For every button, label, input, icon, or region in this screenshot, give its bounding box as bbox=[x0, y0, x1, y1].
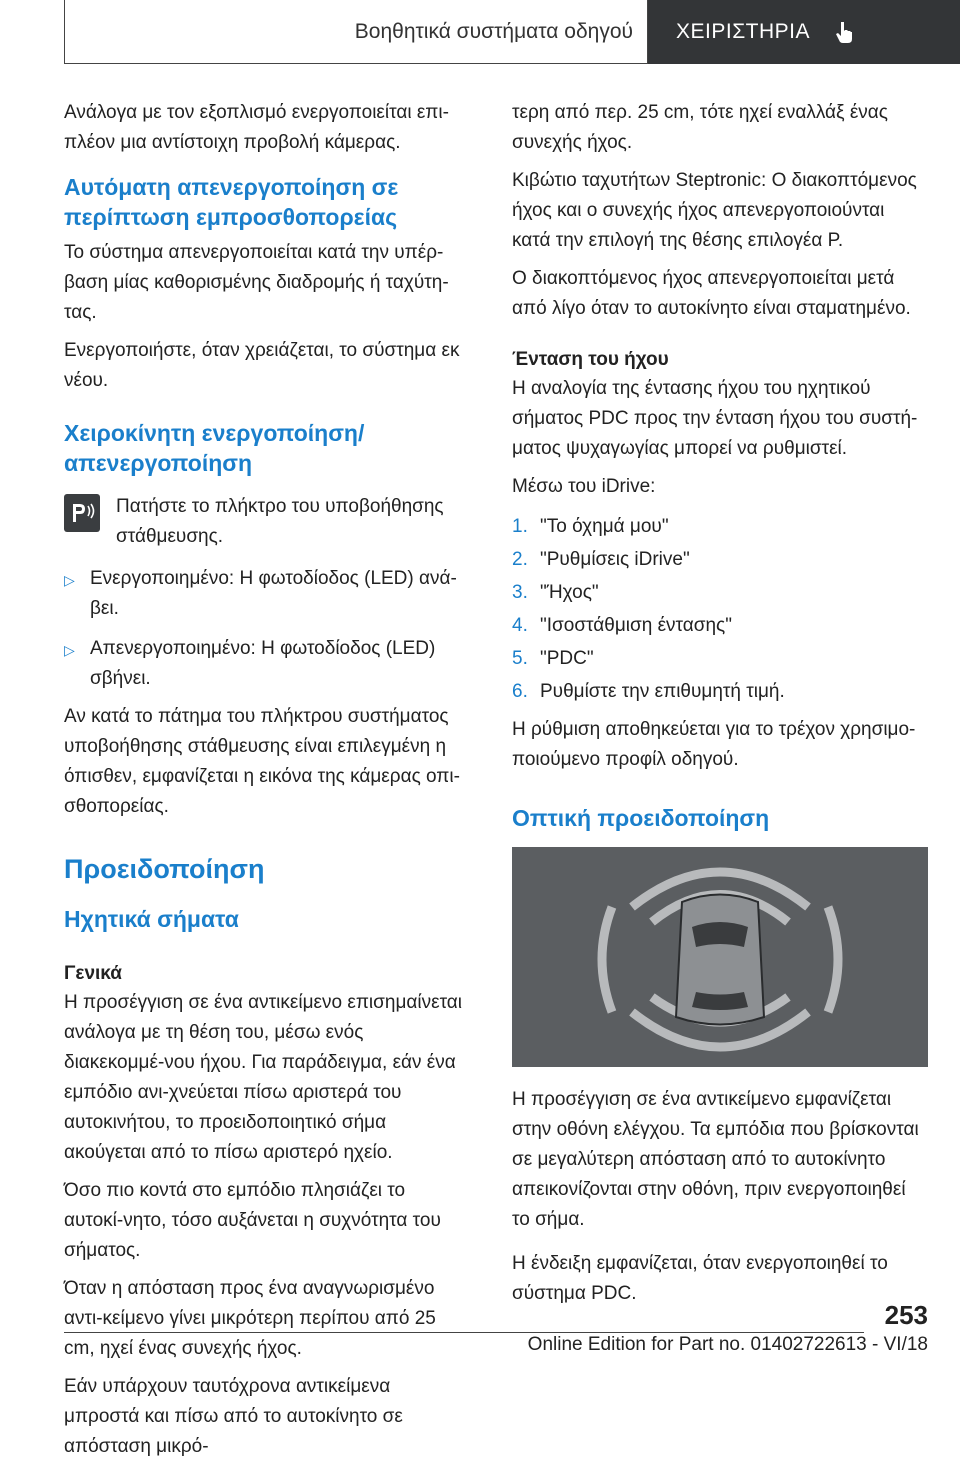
right-column bbox=[512, 98, 928, 1317]
paragraph: Κιβώτιο ταχυτήτων Steptronic: Ο διακοπτόμενος ήχος και ο συνεχής ήχος απενεργοποιούνται κατά την επιλογή της θέσης επιλογέα P. bbox=[512, 170, 917, 251]
triangle-bullet-icon: ▷ bbox=[64, 642, 75, 658]
heading-auto-deactivation: Αυτόματη απενεργοποίηση σε περίπτωση εμπροσθοπορείας bbox=[64, 174, 399, 230]
list-item: 3. "Ήχος" bbox=[512, 582, 599, 603]
paragraph: Όσο πιο κοντά στο εμπόδιο πλησιάζει το αυτοκί-νητο, τόσο αυξάνεται η συχνότητα του σήματος. bbox=[64, 1180, 441, 1261]
footer-edition: Online Edition for Part no. 01402722613 - VI/18 bbox=[527, 1334, 928, 1355]
triangle-bullet-icon: ▷ bbox=[64, 572, 75, 588]
footer-divider bbox=[64, 1332, 864, 1333]
left-column bbox=[64, 98, 464, 1470]
chapter-tab bbox=[648, 0, 960, 64]
page-header bbox=[64, 0, 960, 66]
list-item: 1. "Το όχημά μου" bbox=[512, 516, 669, 537]
paragraph: Εάν υπάρχουν ταυτόχρονα αντικείμενα μπροστά και πίσω από το αυτοκίνητο σε απόσταση μικρό- bbox=[64, 1376, 403, 1457]
paragraph: Όταν η απόσταση προς ένα αναγνωρισμένο αντι-κείμενο γίνει μικρότερη περίπου από 25 cm, ηχεί ένας συνεχής ήχος. bbox=[64, 1278, 436, 1359]
paragraph: Η ένδειξη εμφανίζεται, όταν ενεργοποιηθεί το σύστημα PDC. bbox=[512, 1253, 888, 1304]
paragraph: Ο διακοπτόμενος ήχος απενεργοποιείται μετά από λίγο όταν το αυτοκίνητο είναι σταματημένο. bbox=[512, 268, 911, 319]
hand-pointer-icon bbox=[832, 19, 858, 45]
idrive-steps-list bbox=[512, 512, 928, 707]
paragraph: Ανάλογα με τον εξοπλισμό ενεργοποιείται επι-πλέον μια αντίστοιχη προβολή κάμερας. bbox=[64, 102, 449, 153]
paragraph: Η προσέγγιση σε ένα αντικείμενο επισημαίνεται ανάλογα με τη θέση του, μέσω ενός διακεκομμέ-νου ήχου. Για παράδειγμα, εάν ένα εμπόδιο ανι-χνεύεται πίσω αριστερά του αυτοκινήτου, το προειδοποιητικό σήμα ακούγεται από το πίσω αριστερό ηχείο. bbox=[64, 992, 463, 1163]
paragraph: Η προσέγγιση σε ένα αντικείμενο εμφανίζεται στην οθόνη ελέγχου. Τα εμπόδια που βρίσκονται σε μεγαλύτερη απόσταση από το αυτοκίνητο απεικονίζονται στην οθόνη, πριν ενεργοποιηθεί το σήμα. bbox=[512, 1089, 919, 1230]
list-item: 4. "Ισοστάθμιση έντασης" bbox=[512, 615, 732, 636]
paragraph: Αν κατά το πάτημα του πλήκτρου συστήματος υποβοήθησης στάθμευσης είναι επιλεγμένη η όπισθεν, εμφανίζεται η εικόνα της κάμερας οπι-σθοπορείας. bbox=[64, 706, 460, 817]
heading-general: Γενικά bbox=[64, 963, 122, 984]
paragraph: Μέσω του iDrive: bbox=[512, 476, 656, 497]
icon-text: Πατήστε το πλήκτρο του υποβοήθησης στάθμευσης. bbox=[116, 496, 444, 547]
heading-sound-signals: Ηχητικά σήματα bbox=[64, 906, 239, 932]
page-number: 253 bbox=[884, 1300, 928, 1330]
heading-volume: Ένταση του ήχου bbox=[512, 349, 669, 370]
paragraph: Το σύστημα απενεργοποιείται κατά την υπέρ-βαση μίας καθορισμένης διαδρομής ή ταχύτη-τας. bbox=[64, 242, 449, 323]
paragraph: Ενεργοποιήστε, όταν χρειάζεται, το σύστημα εκ νέου. bbox=[64, 340, 460, 391]
chapter-title: ΧΕΙΡΙΣΤΗΡΙΑ bbox=[676, 20, 811, 43]
button-instruction bbox=[64, 492, 464, 552]
list-item: 5. "PDC" bbox=[512, 648, 594, 669]
section-title: Βοηθητικά συστήματα οδηγού bbox=[64, 0, 648, 64]
list-item: ▷ Απενεργοποιημένο: Η φωτοδίοδος (LED) σβήνει. bbox=[64, 634, 464, 694]
list-item: 2. "Ρυθμίσεις iDrive" bbox=[512, 549, 690, 570]
list-item: 6. Ρυθμίστε την επιθυμητή τιμή. bbox=[512, 681, 785, 702]
heading-manual: Χειροκίνητη ενεργοποίηση/ απενεργοποίηση bbox=[64, 420, 365, 476]
list-item: ▷ Ενεργοποιημένο: Η φωτοδίοδος (LED) ανά-βει. bbox=[64, 564, 464, 624]
heading-warning: Προειδοποίηση bbox=[64, 854, 265, 884]
park-assist-button-icon bbox=[64, 494, 100, 532]
paragraph: τερη από περ. 25 cm, τότε ηχεί εναλλάξ ένας συνεχής ήχος. bbox=[512, 102, 888, 153]
pdc-display-image bbox=[512, 847, 928, 1067]
heading-visual-warning: Οπτική προειδοποίηση bbox=[512, 805, 770, 831]
paragraph: Η ρύθμιση αποθηκεύεται για το τρέχον χρησιμο-ποιούμενο προφίλ οδηγού. bbox=[512, 719, 916, 770]
paragraph: Η αναλογία της έντασης ήχου του ηχητικού σήματος PDC προς την ένταση ήχου του συστή-ματος ψυχαγωγίας μπορεί να ρυθμιστεί. bbox=[512, 378, 918, 459]
